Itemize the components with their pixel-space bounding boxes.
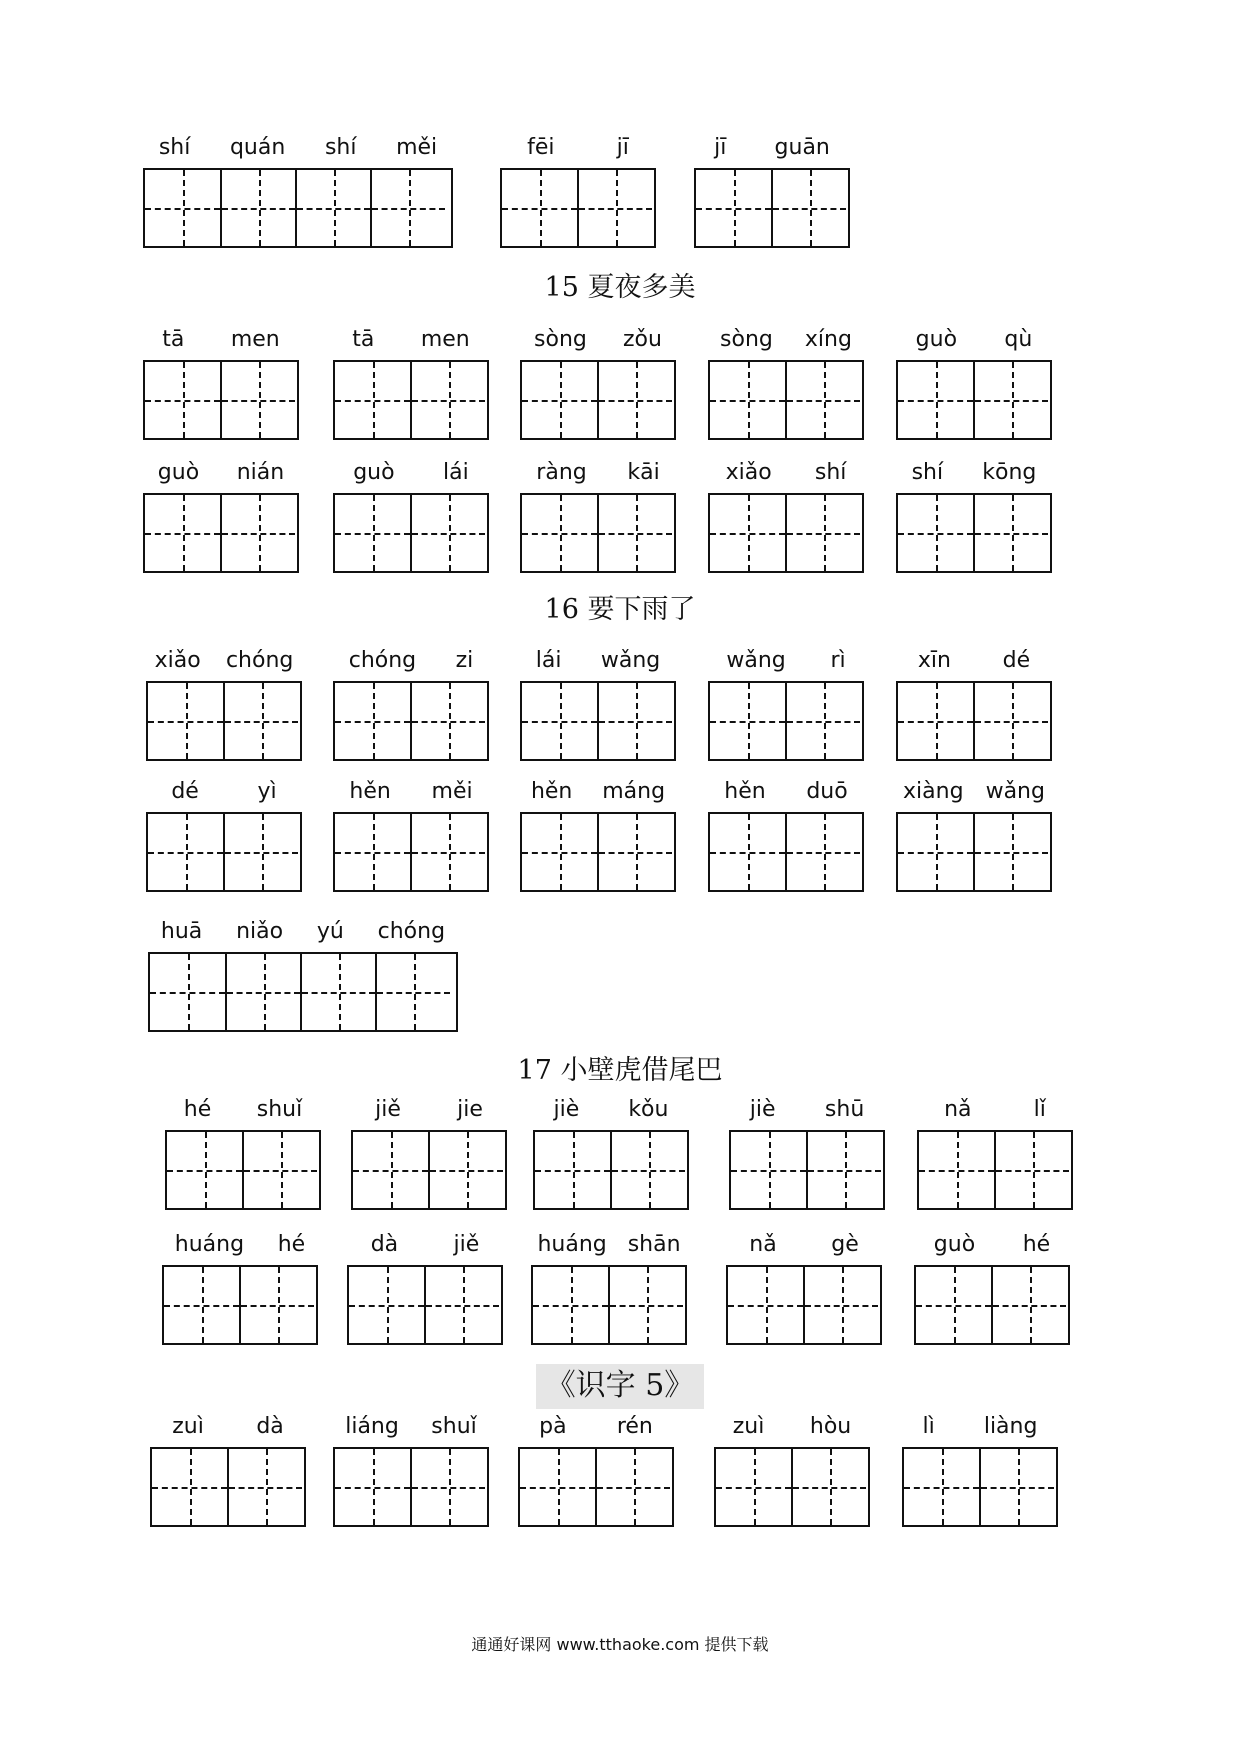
pinyin-line — [343, 1227, 507, 1257]
writing-grid — [729, 1130, 885, 1210]
word-exercise — [896, 455, 1052, 575]
writing-cell[interactable] — [353, 1132, 428, 1208]
writing-grid — [518, 1447, 674, 1527]
pinyin-line — [146, 1409, 310, 1439]
pinyin-syllable: guò — [157, 460, 200, 485]
pinyin-syllable: shí — [158, 135, 191, 160]
pinyin-line — [892, 774, 1056, 804]
writing-cell[interactable] — [535, 1132, 610, 1208]
pinyin-syllable: yú — [316, 919, 344, 944]
pinyin-syllable: hěn — [724, 779, 766, 804]
writing-cell[interactable] — [785, 683, 860, 759]
writing-grid — [726, 1265, 882, 1345]
writing-cell[interactable] — [424, 1267, 499, 1343]
pinyin-syllable: hòu — [809, 1414, 852, 1439]
writing-cell[interactable] — [710, 362, 785, 438]
pinyin-syllable: xīn — [917, 648, 951, 673]
writing-cell[interactable] — [919, 1132, 994, 1208]
writing-grid — [917, 1130, 1073, 1210]
pinyin-syllable: hé — [183, 1097, 212, 1122]
pinyin-syllable: kǒu — [628, 1097, 669, 1122]
writing-cell[interactable] — [898, 362, 973, 438]
pinyin-line — [892, 455, 1056, 485]
pinyin-syllable: tā — [162, 327, 185, 352]
word-exercise — [143, 322, 299, 442]
pinyin-line — [527, 1227, 691, 1257]
writing-grid — [533, 1130, 689, 1210]
writing-cell[interactable] — [610, 1132, 685, 1208]
lesson-title-text: 17 小壁虎借尾巴 — [517, 1055, 723, 1086]
pinyin-line — [329, 322, 493, 352]
pinyin-syllable: guān — [774, 135, 830, 160]
word-exercise — [520, 774, 676, 894]
pinyin-line — [161, 1092, 325, 1122]
pinyin-syllable: jie — [457, 1097, 483, 1122]
writing-cell[interactable] — [973, 495, 1048, 571]
writing-cell[interactable] — [522, 683, 597, 759]
writing-grid — [902, 1447, 1058, 1527]
pinyin-syllable: liáng — [345, 1414, 399, 1439]
pinyin-syllable: wǎng — [985, 779, 1045, 804]
writing-grid — [708, 493, 864, 573]
pinyin-syllable: jiě — [375, 1097, 401, 1122]
writing-cell[interactable] — [335, 362, 410, 438]
word-exercise — [333, 455, 489, 575]
pinyin-syllable: yì — [257, 779, 277, 804]
pinyin-line — [516, 774, 680, 804]
writing-cell[interactable] — [608, 1267, 683, 1343]
word-exercise — [333, 1409, 489, 1529]
writing-cell[interactable] — [410, 814, 485, 890]
word-exercise — [146, 774, 302, 894]
writing-grid — [896, 681, 1052, 761]
writing-cell[interactable] — [979, 1449, 1054, 1525]
pinyin-syllable: dé — [171, 779, 199, 804]
lesson-title-text: 16 要下雨了 — [544, 594, 696, 625]
pinyin-line — [158, 1227, 322, 1257]
word-exercise — [917, 1092, 1073, 1212]
pinyin-line — [892, 643, 1056, 673]
pinyin-syllable: xiǎo — [154, 648, 201, 673]
pinyin-syllable: huā — [160, 919, 203, 944]
pinyin-syllable: shān — [627, 1232, 681, 1257]
pinyin-syllable: gè — [831, 1232, 859, 1257]
pinyin-syllable: jiě — [453, 1232, 480, 1257]
writing-grid — [500, 168, 656, 248]
pinyin-syllable: chóng — [377, 919, 446, 944]
word-exercise — [896, 643, 1052, 763]
writing-cell[interactable] — [898, 683, 973, 759]
writing-cell[interactable] — [710, 683, 785, 759]
pinyin-syllable: liàng — [983, 1414, 1038, 1439]
writing-cell[interactable] — [410, 362, 485, 438]
pinyin-syllable: měi — [431, 779, 473, 804]
writing-grid — [351, 1130, 507, 1210]
writing-grid — [520, 493, 676, 573]
writing-cell[interactable] — [239, 1267, 314, 1343]
writing-cell[interactable] — [227, 1449, 302, 1525]
word-exercise — [351, 1092, 507, 1212]
writing-cell[interactable] — [300, 954, 375, 1030]
pinyin-syllable: xiǎo — [725, 460, 772, 485]
word-exercise — [165, 1092, 321, 1212]
writing-cell[interactable] — [791, 1449, 866, 1525]
word-exercise — [520, 322, 676, 442]
writing-grid — [146, 681, 302, 761]
pinyin-syllable: nǎ — [749, 1232, 777, 1257]
writing-cell[interactable] — [410, 1449, 485, 1525]
word-exercise — [531, 1227, 687, 1347]
pinyin-syllable: shí — [814, 460, 847, 485]
pinyin-line — [910, 1227, 1074, 1257]
word-exercise — [500, 130, 656, 250]
pinyin-syllable: xíng — [804, 327, 852, 352]
writing-cell[interactable] — [771, 170, 846, 246]
pinyin-line — [139, 130, 457, 160]
word-exercise — [729, 1092, 885, 1212]
writing-cell[interactable] — [220, 170, 295, 246]
writing-grid — [708, 681, 864, 761]
pinyin-line — [722, 1227, 886, 1257]
pinyin-syllable: wǎng — [726, 648, 786, 673]
writing-grid — [333, 1447, 489, 1527]
writing-cell[interactable] — [898, 814, 973, 890]
writing-grid — [333, 493, 489, 573]
writing-cell[interactable] — [731, 1132, 806, 1208]
writing-cell[interactable] — [145, 495, 220, 571]
pinyin-syllable: hěn — [349, 779, 391, 804]
pinyin-syllable: qù — [1004, 327, 1033, 352]
pinyin-syllable: duō — [806, 779, 848, 804]
pinyin-syllable: hé — [277, 1232, 306, 1257]
writing-cell[interactable] — [167, 1132, 242, 1208]
lesson-title — [0, 1048, 1240, 1087]
writing-cell[interactable] — [150, 954, 225, 1030]
writing-cell[interactable] — [428, 1132, 503, 1208]
writing-grid — [531, 1265, 687, 1345]
page-footer: 通通好课网 www.tthaoke.com 提供下载 — [471, 1635, 769, 1654]
writing-cell[interactable] — [994, 1132, 1069, 1208]
writing-cell[interactable] — [806, 1132, 881, 1208]
lesson-title-boxed — [0, 1360, 1240, 1404]
writing-cell[interactable] — [597, 495, 672, 571]
pinyin-syllable: dà — [370, 1232, 399, 1257]
pinyin-line — [142, 774, 306, 804]
pinyin-line — [704, 322, 868, 352]
writing-cell[interactable] — [533, 1267, 608, 1343]
writing-cell[interactable] — [223, 683, 298, 759]
word-exercise — [148, 914, 458, 1034]
writing-cell[interactable] — [335, 814, 410, 890]
pinyin-syllable: máng — [602, 779, 666, 804]
pinyin-line — [529, 1092, 693, 1122]
lesson-title-text: 《识字 5》 — [536, 1364, 705, 1409]
writing-cell[interactable] — [410, 683, 485, 759]
writing-grid — [148, 952, 458, 1032]
word-exercise — [333, 322, 489, 442]
pinyin-line — [516, 322, 680, 352]
writing-grid — [714, 1447, 870, 1527]
lesson-title — [0, 265, 1240, 304]
word-exercise — [896, 774, 1052, 894]
writing-cell[interactable] — [785, 495, 860, 571]
writing-cell[interactable] — [916, 1267, 991, 1343]
writing-grid — [520, 360, 676, 440]
pinyin-syllable: huáng — [537, 1232, 607, 1257]
pinyin-syllable: ràng — [536, 460, 587, 485]
writing-cell[interactable] — [696, 170, 771, 246]
pinyin-syllable: hěn — [530, 779, 573, 804]
pinyin-line — [329, 1409, 493, 1439]
word-exercise — [708, 455, 864, 575]
writing-grid — [708, 812, 864, 892]
writing-cell[interactable] — [164, 1267, 239, 1343]
pinyin-syllable: sòng — [534, 327, 587, 352]
word-exercise — [708, 322, 864, 442]
writing-cell[interactable] — [148, 683, 223, 759]
pinyin-line — [329, 774, 493, 804]
pinyin-line — [496, 130, 660, 160]
pinyin-syllable: sòng — [720, 327, 773, 352]
writing-cell[interactable] — [595, 1449, 670, 1525]
writing-grid — [896, 812, 1052, 892]
pinyin-syllable: hé — [1022, 1232, 1051, 1257]
writing-cell[interactable] — [597, 362, 672, 438]
writing-cell[interactable] — [349, 1267, 424, 1343]
writing-grid — [333, 360, 489, 440]
writing-cell[interactable] — [898, 495, 973, 571]
writing-cell[interactable] — [520, 1449, 595, 1525]
writing-cell[interactable] — [710, 495, 785, 571]
writing-grid — [333, 812, 489, 892]
lesson-title — [0, 587, 1240, 626]
writing-grid — [146, 812, 302, 892]
pinyin-line — [704, 774, 868, 804]
pinyin-syllable: jiè — [553, 1097, 580, 1122]
writing-grid — [162, 1265, 318, 1345]
writing-cell[interactable] — [577, 170, 652, 246]
writing-cell[interactable] — [370, 170, 445, 246]
pinyin-syllable: huáng — [174, 1232, 245, 1257]
word-exercise — [896, 322, 1052, 442]
word-exercise — [520, 455, 676, 575]
pinyin-line — [898, 1409, 1062, 1439]
pinyin-syllable: chóng — [348, 648, 417, 673]
pinyin-syllable: niǎo — [236, 919, 284, 944]
pinyin-line — [710, 1409, 874, 1439]
pinyin-syllable: lì — [922, 1414, 935, 1439]
pinyin-line — [139, 322, 303, 352]
lesson-title-text: 15 夏夜多美 — [544, 272, 696, 303]
pinyin-line — [516, 455, 680, 485]
word-exercise — [333, 774, 489, 894]
pinyin-line — [725, 1092, 889, 1122]
pinyin-line — [913, 1092, 1077, 1122]
writing-grid — [896, 360, 1052, 440]
word-exercise — [520, 643, 676, 763]
writing-cell[interactable] — [220, 362, 295, 438]
writing-cell[interactable] — [225, 954, 300, 1030]
word-exercise — [902, 1409, 1058, 1529]
pinyin-syllable: men — [230, 327, 280, 352]
writing-cell[interactable] — [785, 814, 860, 890]
pinyin-syllable: pà — [539, 1414, 567, 1439]
writing-cell[interactable] — [335, 683, 410, 759]
writing-cell[interactable] — [220, 495, 295, 571]
word-exercise — [347, 1227, 503, 1347]
pinyin-line — [139, 455, 303, 485]
writing-grid — [896, 493, 1052, 573]
pinyin-line — [514, 1409, 678, 1439]
writing-cell[interactable] — [375, 954, 450, 1030]
writing-cell[interactable] — [710, 814, 785, 890]
writing-cell[interactable] — [335, 495, 410, 571]
pinyin-syllable: fēi — [527, 135, 555, 160]
pinyin-syllable: zǒu — [622, 327, 662, 352]
pinyin-syllable: lái — [443, 460, 469, 485]
pinyin-syllable: guò — [933, 1232, 976, 1257]
pinyin-syllable: kōng — [982, 460, 1037, 485]
pinyin-syllable: tā — [352, 327, 375, 352]
word-exercise — [162, 1227, 318, 1347]
writing-cell[interactable] — [223, 814, 298, 890]
pinyin-line — [144, 914, 462, 944]
pinyin-syllable: nián — [236, 460, 285, 485]
writing-cell[interactable] — [145, 362, 220, 438]
word-exercise — [708, 643, 864, 763]
pinyin-syllable: zuì — [172, 1414, 204, 1439]
pinyin-line — [329, 643, 493, 673]
writing-cell[interactable] — [597, 683, 672, 759]
writing-cell[interactable] — [597, 814, 672, 890]
writing-grid — [143, 360, 299, 440]
writing-cell[interactable] — [716, 1449, 791, 1525]
pinyin-syllable: dé — [1002, 648, 1031, 673]
pinyin-syllable: shuǐ — [256, 1097, 303, 1122]
writing-cell[interactable] — [522, 814, 597, 890]
word-exercise — [333, 643, 489, 763]
pinyin-syllable: měi — [396, 135, 438, 160]
writing-grid — [914, 1265, 1070, 1345]
writing-cell[interactable] — [145, 170, 220, 246]
word-exercise — [518, 1409, 674, 1529]
writing-grid — [347, 1265, 503, 1345]
word-exercise — [708, 774, 864, 894]
pinyin-line — [704, 455, 868, 485]
writing-cell[interactable] — [410, 495, 485, 571]
writing-cell[interactable] — [728, 1267, 803, 1343]
word-exercise — [726, 1227, 882, 1347]
pinyin-line — [142, 643, 306, 673]
pinyin-syllable: shí — [324, 135, 357, 160]
word-exercise — [143, 455, 299, 575]
pinyin-line — [892, 322, 1056, 352]
pinyin-syllable: men — [420, 327, 470, 352]
word-exercise — [914, 1227, 1070, 1347]
word-exercise — [533, 1092, 689, 1212]
writing-cell[interactable] — [973, 814, 1048, 890]
pinyin-syllable: lǐ — [1033, 1097, 1046, 1122]
pinyin-syllable: chóng — [225, 648, 294, 673]
pinyin-line — [329, 455, 493, 485]
pinyin-syllable: zuì — [732, 1414, 765, 1439]
pinyin-syllable: shí — [911, 460, 944, 485]
writing-grid — [694, 168, 850, 248]
writing-cell[interactable] — [148, 814, 223, 890]
pinyin-syllable: wǎng — [600, 648, 661, 673]
pinyin-syllable: rén — [616, 1414, 653, 1439]
writing-grid — [520, 681, 676, 761]
writing-cell[interactable] — [803, 1267, 878, 1343]
pinyin-syllable: jī — [616, 135, 629, 160]
writing-grid — [708, 360, 864, 440]
pinyin-syllable: shuǐ — [431, 1414, 477, 1439]
pinyin-syllable: lái — [535, 648, 562, 673]
pinyin-syllable: zi — [455, 648, 474, 673]
writing-cell[interactable] — [335, 1449, 410, 1525]
pinyin-line — [347, 1092, 511, 1122]
pinyin-syllable: guò — [353, 460, 395, 485]
writing-grid — [520, 812, 676, 892]
pinyin-syllable: kāi — [627, 460, 660, 485]
writing-cell[interactable] — [991, 1267, 1066, 1343]
word-exercise — [714, 1409, 870, 1529]
writing-cell[interactable] — [152, 1449, 227, 1525]
writing-grid — [143, 493, 299, 573]
writing-cell[interactable] — [904, 1449, 979, 1525]
pinyin-line — [704, 643, 868, 673]
pinyin-syllable: rì — [830, 648, 846, 673]
writing-grid — [150, 1447, 306, 1527]
writing-cell[interactable] — [522, 495, 597, 571]
pinyin-line — [516, 643, 680, 673]
writing-cell[interactable] — [242, 1132, 317, 1208]
pinyin-syllable: jiè — [749, 1097, 776, 1122]
writing-cell[interactable] — [295, 170, 370, 246]
pinyin-syllable: quán — [229, 135, 286, 160]
writing-cell[interactable] — [522, 362, 597, 438]
pinyin-syllable: shū — [824, 1097, 865, 1122]
pinyin-syllable: guò — [915, 327, 958, 352]
writing-cell[interactable] — [785, 362, 860, 438]
pinyin-syllable: xiàng — [903, 779, 964, 804]
writing-cell[interactable] — [502, 170, 577, 246]
writing-cell[interactable] — [973, 362, 1048, 438]
writing-grid — [333, 681, 489, 761]
word-exercise — [146, 643, 302, 763]
writing-grid — [165, 1130, 321, 1210]
pinyin-syllable: dà — [256, 1414, 284, 1439]
pinyin-syllable: jī — [714, 135, 727, 160]
writing-grid — [143, 168, 453, 248]
word-exercise — [150, 1409, 306, 1529]
writing-cell[interactable] — [973, 683, 1048, 759]
pinyin-syllable: nǎ — [944, 1097, 972, 1122]
word-exercise — [694, 130, 850, 250]
word-exercise — [143, 130, 453, 250]
pinyin-line — [690, 130, 854, 160]
